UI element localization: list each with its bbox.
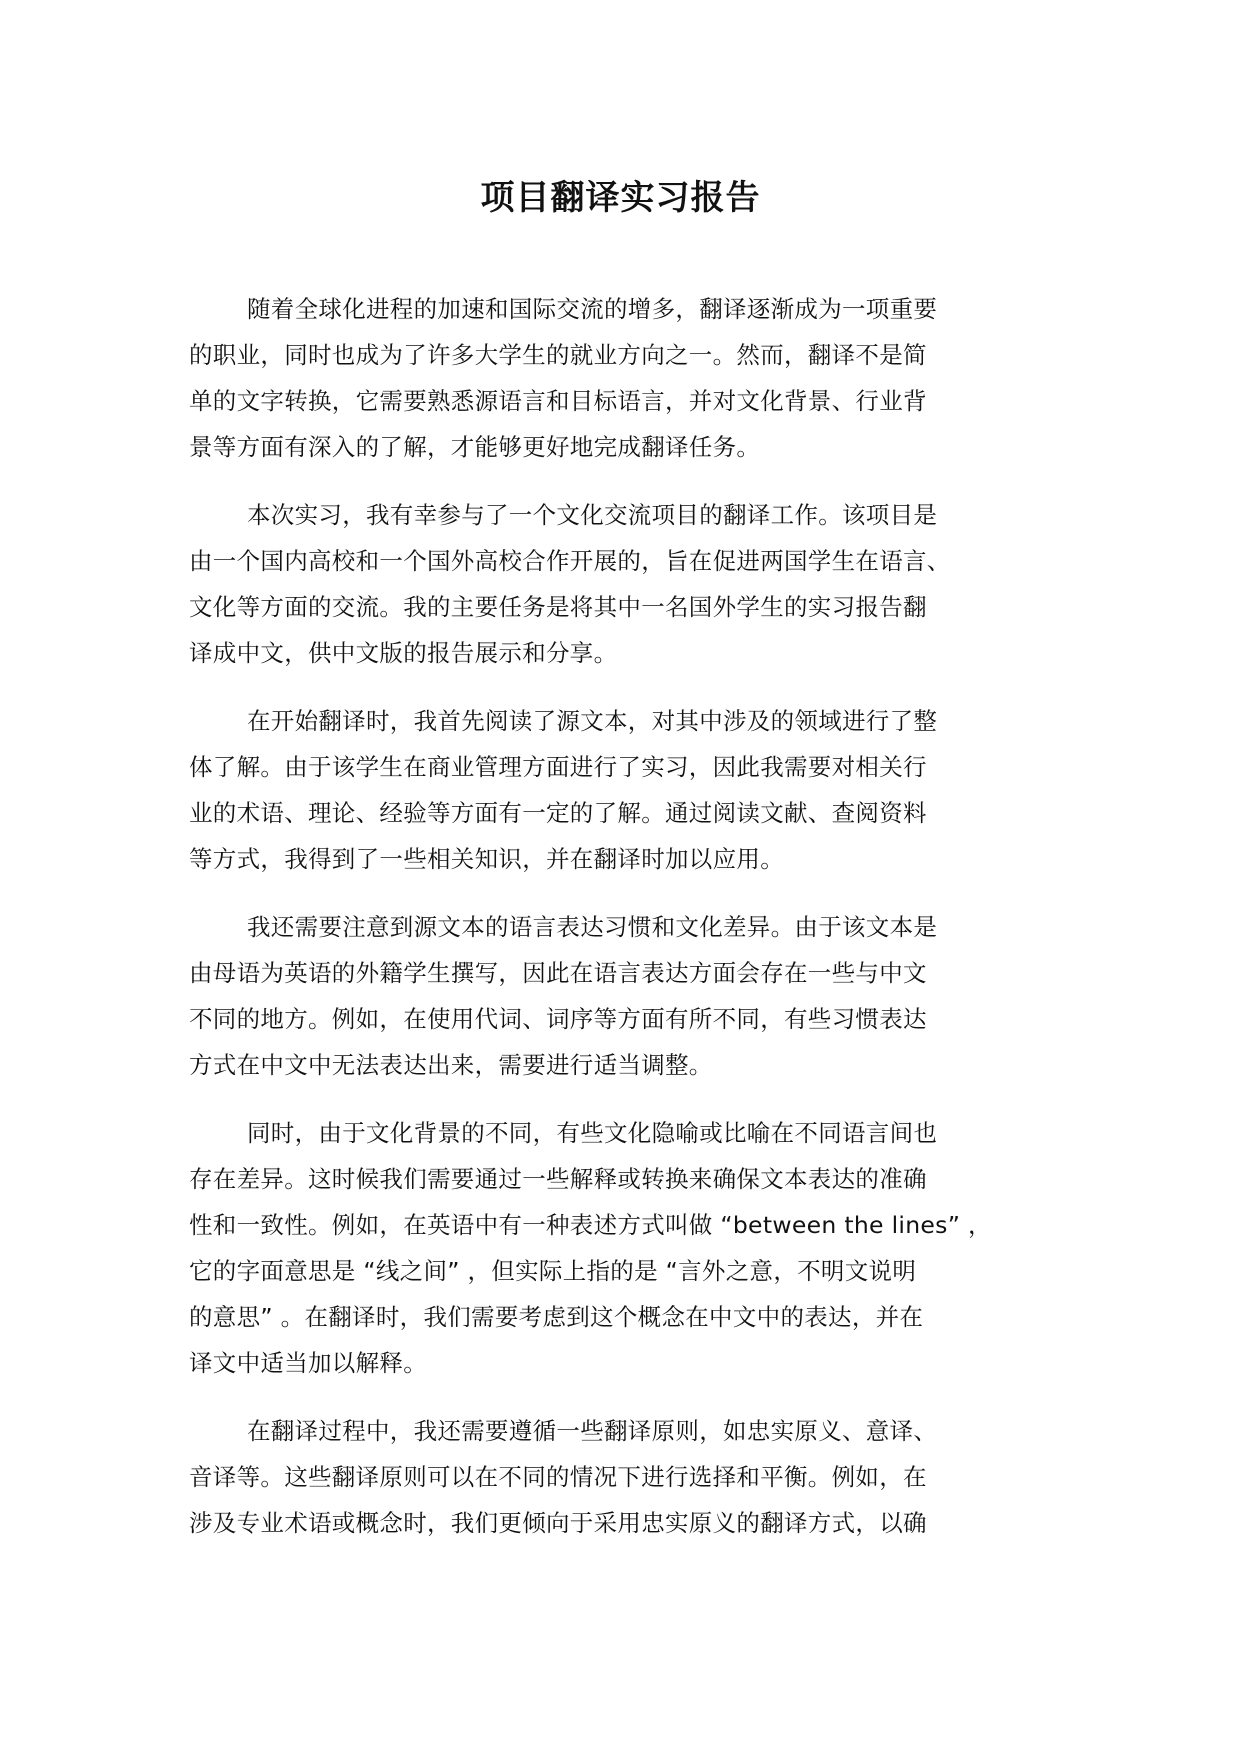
text-line: 音译等。这些翻译原则可以在不同的情况下进行选择和平衡。例如，在 bbox=[189, 1463, 927, 1491]
text-line: 涉及专业术语或概念时，我们更倾向于采用忠实原义的翻译方式，以确 bbox=[189, 1509, 927, 1537]
text-line: 性和一致性。例如，在英语中有一种表述方式叫做 “between the lines” ， bbox=[189, 1211, 992, 1239]
text-line: 它的字面意思是 “线之间” ，但实际上指的是 “言外之意，不明文说明 bbox=[189, 1257, 917, 1285]
text-line: 体了解。由于该学生在商业管理方面进行了实习，因此我需要对相关行 bbox=[189, 753, 927, 781]
text-line: 方式在中文中无法表达出来，需要进行适当调整。 bbox=[189, 1051, 713, 1079]
text-line: 等方式，我得到了一些相关知识，并在翻译时加以应用。 bbox=[189, 845, 784, 873]
text-line: 译成中文，供中文版的报告展示和分享。 bbox=[189, 639, 618, 667]
text-line: 译文中适当加以解释。 bbox=[189, 1349, 427, 1377]
document-title: 项目翻译实习报告 bbox=[480, 178, 761, 218]
paragraph bbox=[189, 904, 1069, 1088]
text-line: 在开始翻译时，我首先阅读了源文本，对其中涉及的领域进行了整 bbox=[247, 707, 938, 735]
text-line: 由母语为英语的外籍学生撰写，因此在语言表达方面会存在一些与中文 bbox=[189, 959, 927, 987]
text-line: 我还需要注意到源文本的语言表达习惯和文化差异。由于该文本是 bbox=[247, 913, 938, 941]
text-line: 单的文字转换，它需要熟悉源语言和目标语言，并对文化背景、行业背 bbox=[189, 387, 927, 415]
document-body bbox=[189, 286, 1069, 1568]
paragraph bbox=[189, 286, 1069, 470]
text-line: 存在差异。这时候我们需要通过一些解释或转换来确保文本表达的准确 bbox=[189, 1165, 927, 1193]
text-line: 文化等方面的交流。我的主要任务是将其中一名国外学生的实习报告翻 bbox=[189, 593, 927, 621]
text-line: 的意思” 。在翻译时，我们需要考虑到这个概念在中文中的表达，并在 bbox=[189, 1303, 924, 1331]
paragraph bbox=[189, 698, 1069, 882]
text-line: 的职业，同时也成为了许多大学生的就业方向之一。然而，翻译不是简 bbox=[189, 341, 927, 369]
text-line: 景等方面有深入的了解，才能够更好地完成翻译任务。 bbox=[189, 433, 761, 461]
paragraph bbox=[189, 1408, 1069, 1546]
paragraph bbox=[189, 492, 1069, 676]
text-line: 在翻译过程中，我还需要遵循一些翻译原则，如忠实原义、意译、 bbox=[247, 1417, 938, 1445]
text-line: 本次实习，我有幸参与了一个文化交流项目的翻译工作。该项目是 bbox=[247, 501, 938, 529]
text-line: 随着全球化进程的加速和国际交流的增多，翻译逐渐成为一项重要 bbox=[247, 295, 938, 323]
text-line: 业的术语、理论、经验等方面有一定的了解。通过阅读文献、查阅资料 bbox=[189, 799, 927, 827]
paragraph bbox=[189, 1110, 1069, 1386]
text-line: 同时，由于文化背景的不同，有些文化隐喻或比喻在不同语言间也 bbox=[247, 1119, 938, 1147]
text-line: 不同的地方。例如，在使用代词、词序等方面有所不同，有些习惯表达 bbox=[189, 1005, 927, 1033]
text-line: 由一个国内高校和一个国外高校合作开展的，旨在促进两国学生在语言、 bbox=[189, 547, 951, 575]
